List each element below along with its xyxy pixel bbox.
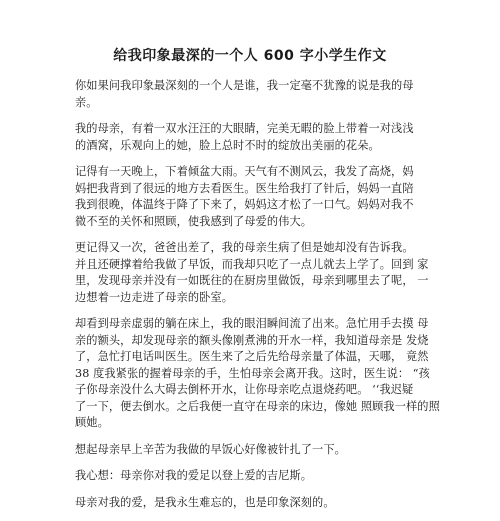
text-line: 了，急忙打电话叫医生。医生来了之后先给母亲量了体温，天哪， 竟然 [75, 350, 429, 363]
text-line: 并且还硬撑着给我做了早饭，而我却只吃了一点儿就去上学了。回到 家 [75, 257, 429, 271]
text-line: 你如果问我印象最深刻的一个人是谁，我一定毫不犹豫的说是我的母 [75, 79, 414, 92]
text-line: 的酒窝，乐观向上的她，脸上总时不时的绽放出美丽的花朵。 [75, 138, 380, 152]
text-line: 子你母亲没什么大碍去倒杯开水，让你母亲吃点退烧药吧。 ‘‘我迟疑 [75, 383, 414, 396]
text-line: 想起母亲早上辛苦为我做的早饭心好像被针扎了一下。 [75, 442, 346, 456]
text-line: 妈把我背到了很远的地方去看医生。医生给我打了针后，妈妈一直陪 [75, 181, 414, 195]
paragraph [75, 468, 440, 485]
text-line: 我的母亲，有着一双水汪汪的大眼睛，完美无暇的脸上带着一对浅浅 [75, 122, 414, 135]
paragraph [75, 316, 440, 432]
text-line: 我心想：母亲你对我的爱足以登上爱的吉尼斯。 [75, 469, 313, 482]
text-line: 亲的额头，却发现母亲的额头像刚煮沸的开水一样，我知道母亲是 发烧 [75, 333, 429, 347]
text-line: 却看到母亲虚弱的躺在床上，我的眼泪瞬间流了出来。急忙用手去摸 母 [75, 317, 429, 330]
paragraph [75, 78, 440, 111]
document-body [75, 78, 440, 521]
text-line: 边想着一边走进了母亲的卧室。 [75, 290, 234, 304]
text-line: 亲。 [75, 95, 98, 109]
paragraph [75, 240, 440, 306]
text-line: 里，发现母亲并没有一如既往的在厨房里做饭，母亲到哪里去了呢， 一 [75, 274, 429, 287]
text-line: 微不至的关怀和照顾，使我感到了母爱的伟大。 [75, 214, 313, 228]
paragraph [75, 164, 440, 230]
paragraph [75, 442, 440, 459]
text-line: 38 度我紧张的握着母亲的手，生怕母亲会离开我。这时，医生说： “孩 [75, 366, 430, 380]
text-line: 了一下，便去倒水。之后我便一直守在母亲的床边，像她 照顾我一样的照 [75, 399, 440, 413]
text-line: 记得有一天晚上，下着倾盆大雨。天气有不测风云，我发了高烧，妈 [75, 165, 414, 178]
text-line: 母亲对我的爱，是我永生难忘的，也是印象深刻的。 [75, 495, 335, 509]
paragraph [75, 121, 440, 154]
text-line: 我到很晚，体温终于降了下来了，妈妈这才松了一口气。妈妈对我不 [75, 198, 414, 211]
document-title: 给我印象最深的一个人 600 字小学生作文 [113, 48, 387, 64]
text-line: 顾她。 [75, 416, 109, 429]
text-line: 更记得又一次，爸爸出差了，我的母亲生病了但是她却没有告诉我。 [75, 241, 414, 254]
paragraph [75, 495, 440, 512]
